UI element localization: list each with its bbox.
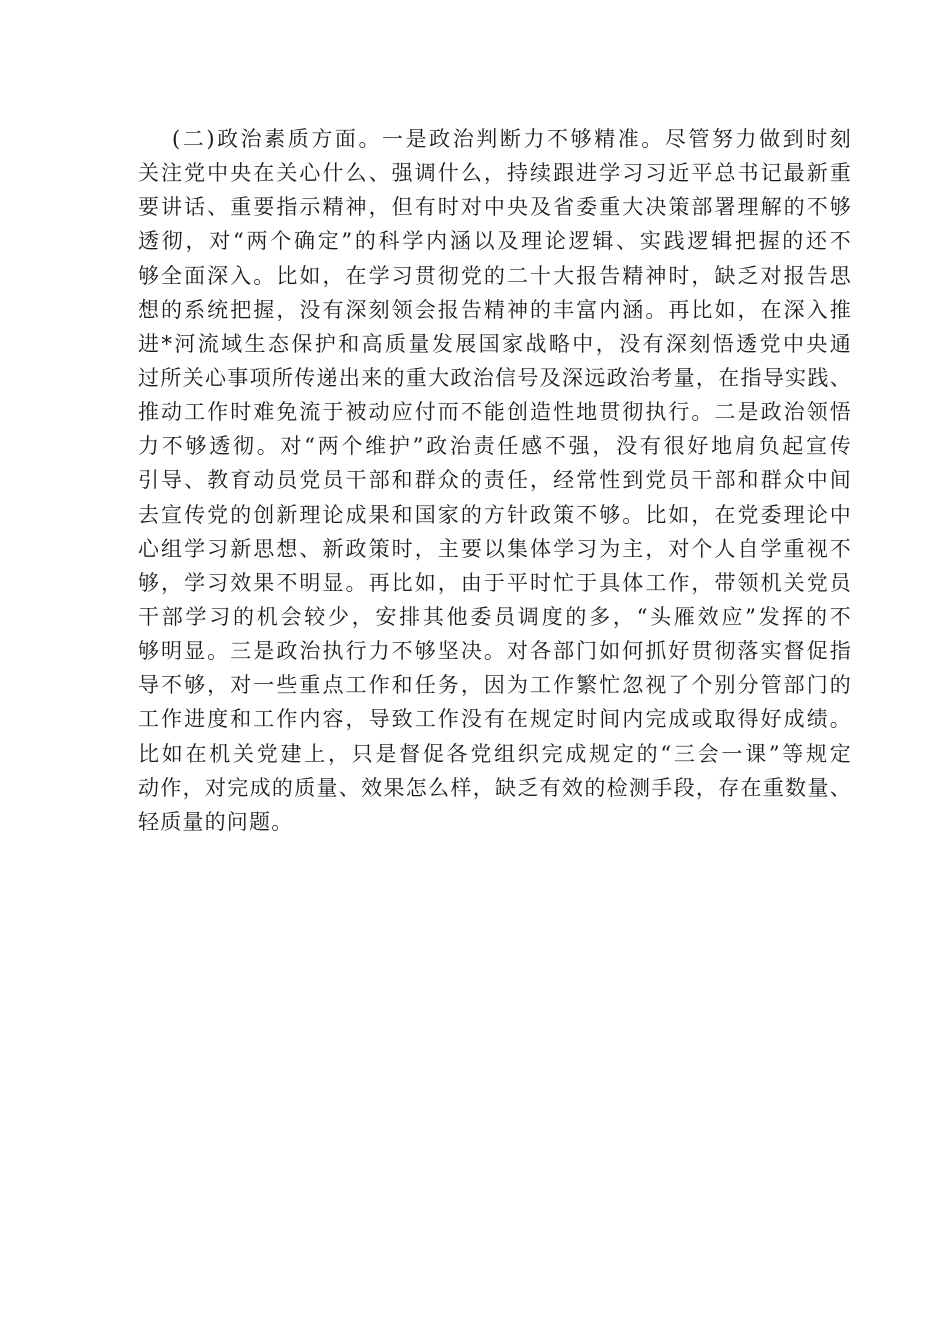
text-line: 进*河流域生态保护和高质量发展国家战略中，没有深刻悟透党中央通: [138, 331, 852, 356]
text-line: 比如在机关党建上，只是督促各党组织完成规定的“三会一课”等规定: [138, 741, 852, 766]
text-line: 去宣传党的创新理论成果和国家的方针政策不够。比如，在党委理论中: [138, 502, 852, 527]
text-line: 够全面深入。比如，在学习贯彻党的二十大报告精神时，缺乏对报告思: [138, 263, 852, 288]
text-line: 够明显。三是政治执行力不够坚决。对各部门如何抓好贯彻落实督促指: [138, 639, 852, 664]
text-line: 够，学习效果不明显。再比如，由于平时忙于具体工作，带领机关党员: [138, 570, 852, 595]
text-line: 工作进度和工作内容，导致工作没有在规定时间内完成或取得好成绩。: [138, 707, 852, 732]
text-line: 过所关心事项所传递出来的重大政治信号及深远政治考量，在指导实践、: [138, 365, 852, 390]
text-line: 干部学习的机会较少，安排其他委员调度的多，“头雁效应”发挥的不: [138, 604, 852, 629]
text-line: 导不够，对一些重点工作和任务，因为工作繁忙忽视了个别分管部门的: [138, 673, 852, 698]
text-line: 轻质量的问题。: [138, 809, 294, 834]
text-line: 要讲话、重要指示精神，但有时对中央及省委重大决策部署理解的不够: [138, 195, 852, 220]
body-paragraph: [138, 122, 852, 839]
text-line: 引导、教育动员党员干部和群众的责任，经常性到党员干部和群众中间: [138, 468, 852, 493]
text-line: 心组学习新思想、新政策时，主要以集体学习为主，对个人自学重视不: [138, 536, 852, 561]
text-line: 想的系统把握，没有深刻领会报告精神的丰富内涵。再比如，在深入推: [138, 297, 852, 322]
text-line: 关注党中央在关心什么、强调什么，持续跟进学习习近平总书记最新重: [138, 161, 852, 186]
text-line: 力不够透彻。对“两个维护”政治责任感不强，没有很好地肩负起宣传: [138, 434, 852, 459]
text-line: 推动工作时难免流于被动应付而不能创造性地贯彻执行。二是政治领悟: [138, 400, 852, 425]
text-line: 透彻，对“两个确定”的科学内涵以及理论逻辑、实践逻辑把握的还不: [138, 229, 852, 254]
text-line: (二)政治素质方面。一是政治判断力不够精准。尽管努力做到时刻: [172, 127, 852, 151]
text-line: 动作，对完成的质量、效果怎么样，缺乏有效的检测手段，存在重数量、: [138, 775, 852, 800]
